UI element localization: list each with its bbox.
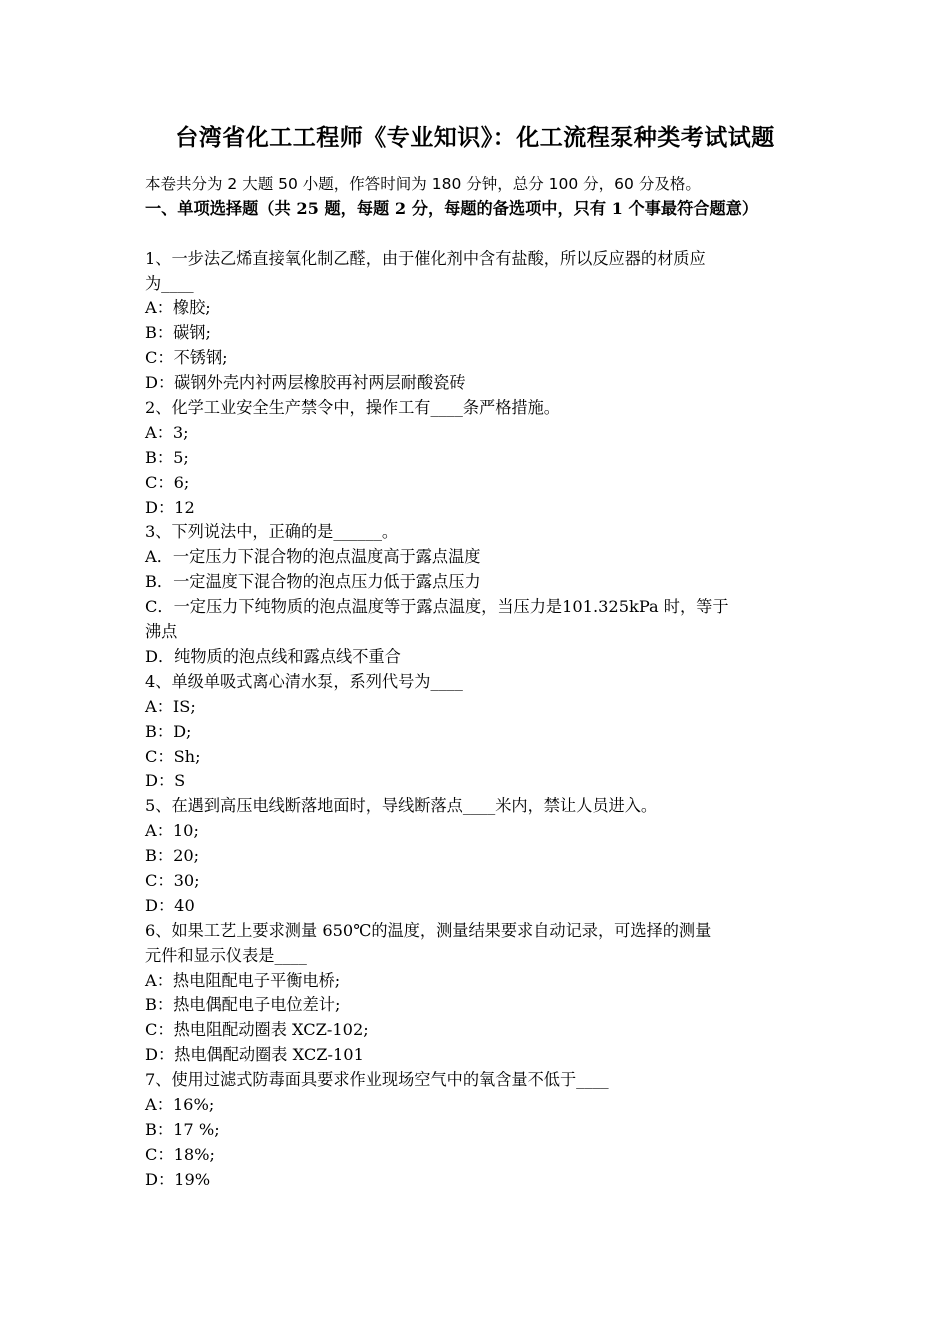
option-b: B．一定温度下混合物的泡点压力低于露点压力: [145, 572, 481, 592]
option-b: B：20;: [145, 846, 200, 866]
option-d: D：12: [145, 497, 195, 517]
option-c: C：18%;: [145, 1144, 216, 1164]
option-d: D．纯物质的泡点线和露点线不重合: [145, 646, 401, 666]
question-stem-continued: 为____: [145, 273, 194, 293]
option-d: D：碳钢外壳内衬两层橡胶再衬两层耐酸瓷砖: [145, 373, 466, 393]
option-a: A：16%;: [145, 1094, 215, 1114]
option-b: B：17 %;: [145, 1119, 220, 1139]
option-a: A．一定压力下混合物的泡点温度高于露点温度: [145, 547, 481, 567]
option-c-continued: 沸点: [145, 622, 178, 642]
option-a: A：热电阻配电子平衡电桥;: [145, 970, 341, 990]
question-block: [145, 919, 810, 1068]
question-block: [145, 1068, 810, 1192]
question-stem: 1、一步法乙烯直接氧化制乙醛，由于催化剂中含有盐酸，所以反应器的材质应: [145, 248, 706, 268]
option-a: A：10;: [145, 821, 199, 841]
option-b: B：碳钢;: [145, 323, 211, 343]
option-b: B：热电偶配电子电位差计;: [145, 995, 341, 1015]
question-block: [145, 794, 810, 918]
option-d: D：40: [145, 895, 195, 915]
option-a: A：橡胶;: [145, 298, 211, 318]
option-c: C：6;: [145, 472, 190, 492]
question-block: [145, 670, 810, 794]
question-block: [145, 247, 810, 396]
question-stem: 5、在遇到高压电线断落地面时，导线断落点____米内，禁让人员进入。: [145, 796, 658, 816]
question-stem: 6、如果工艺上要求测量 650℃的温度，测量结果要求自动记录，可选择的测量: [145, 920, 712, 940]
option-d: D：S: [145, 771, 186, 791]
question-stem: 7、使用过滤式防毒面具要求作业现场空气中的氧含量不低于____: [145, 1070, 609, 1090]
question-block: [145, 396, 810, 520]
option-c: C．一定压力下纯物质的泡点温度等于露点温度，当压力是101.325kPa 时，等于: [145, 597, 729, 617]
exam-intro: 本卷共分为 2 大题 50 小题，作答时间为 180 分钟，总分 100 分，60 分及格。: [145, 175, 701, 193]
question-block: [145, 520, 810, 669]
option-a: A：3;: [145, 422, 189, 442]
option-b: B：D;: [145, 721, 192, 741]
question-stem: 4、单级单吸式离心清水泵，系列代号为____: [145, 671, 463, 691]
document-title: 台湾省化工工程师《专业知识》：化工流程泵种类考试试题: [175, 124, 775, 151]
option-c: C：Sh;: [145, 746, 201, 766]
option-d: D：19%: [145, 1169, 211, 1189]
section-heading: 一、单项选择题（共 25 题，每题 2 分，每题的备选项中，只有 1 个事最符合题意）: [145, 198, 759, 218]
option-d: D：热电偶配动圈表 XCZ-101: [145, 1045, 364, 1065]
option-b: B：5;: [145, 447, 189, 467]
option-a: A：IS;: [145, 696, 196, 716]
option-c: C：30;: [145, 870, 200, 890]
option-c: C：不锈钢;: [145, 348, 228, 368]
question-stem-continued: 元件和显示仪表是____: [145, 945, 307, 965]
option-c: C：热电阻配动圈表 XCZ-102;: [145, 1020, 369, 1040]
question-stem: 3、下列说法中，正确的是______。: [145, 522, 399, 542]
document-body: [145, 172, 810, 1193]
question-stem: 2、化学工业安全生产禁令中，操作工有____条严格措施。: [145, 398, 560, 418]
